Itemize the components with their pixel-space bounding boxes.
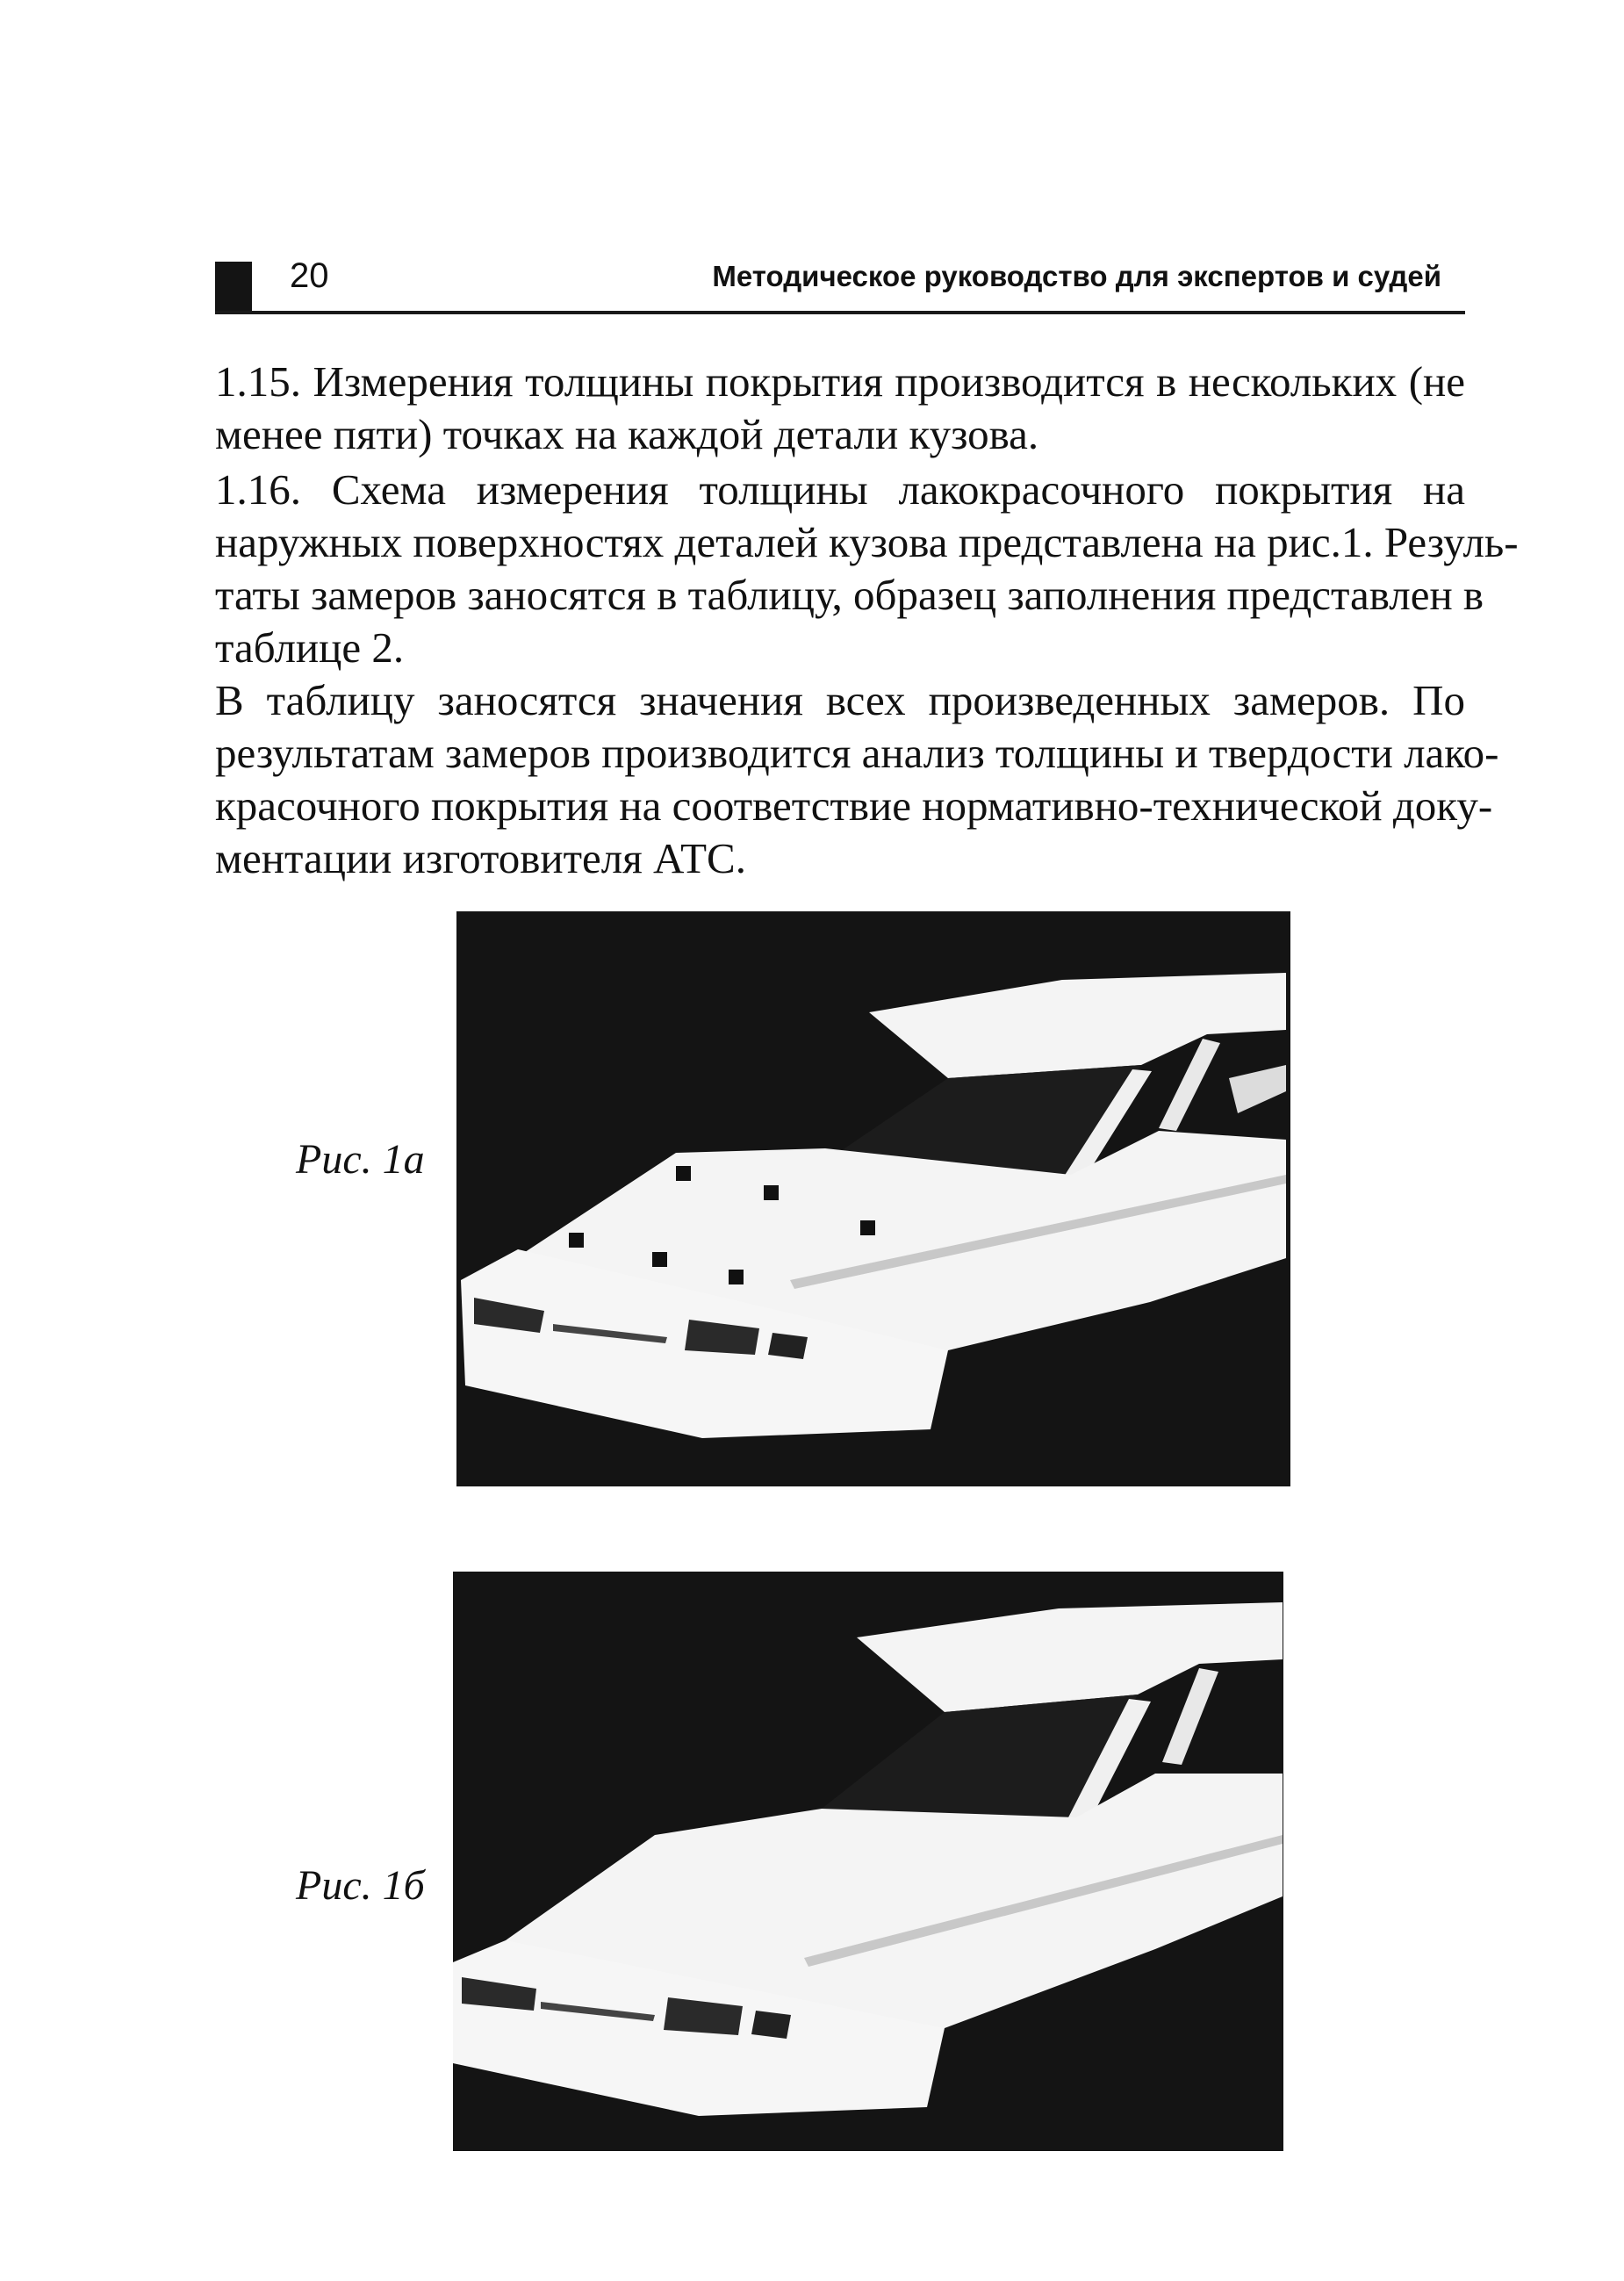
grille-dark <box>768 1333 808 1359</box>
text-line: таты замеров заносятся в таблицу, образец заполнения представлен в <box>215 571 1484 619</box>
text-line: ментации изготовителя АТС. <box>215 834 746 882</box>
paragraph-1-15 <box>215 356 1465 461</box>
figure-1a-car-photo <box>456 911 1290 1486</box>
measurement-point <box>676 1166 691 1181</box>
text-line: результатам замеров производится анализ толщины и твердости лако- <box>215 729 1499 777</box>
grille-dark <box>751 2011 791 2039</box>
paragraph-1-16 <box>215 464 1519 674</box>
text-line: менее пяти) точках на каждой детали кузова. <box>215 410 1039 458</box>
car-photo <box>453 1572 1283 2151</box>
text-line: 1.16. Схема измерения толщины лакокрасочного покрытия на <box>215 465 1465 514</box>
text-line: красочного покрытия на соответствие нормативно-технической доку- <box>215 781 1493 830</box>
measurement-point <box>652 1252 667 1267</box>
measurement-point <box>764 1185 779 1200</box>
figure-1a-label: Рис. 1а <box>296 1136 425 1183</box>
car-photo-with-measurement-points <box>456 911 1290 1486</box>
text-line: таблице 2. <box>215 623 405 672</box>
text-line: В таблицу заносятся значения всех произведенных замеров. По <box>215 676 1465 724</box>
measurement-point <box>569 1233 584 1248</box>
figure-1b-car-photo <box>453 1572 1283 2151</box>
header-mark <box>215 262 252 313</box>
page-number: 20 <box>290 256 329 295</box>
measurement-point <box>860 1220 875 1235</box>
figure-1b-label: Рис. 1б <box>296 1862 425 1909</box>
text-line: 1.15. Измерения толщины покрытия производится в нескольких (не <box>215 357 1465 406</box>
paragraph-table-note <box>215 674 1499 885</box>
running-title: Методическое руководство для экспертов и судей <box>712 260 1441 292</box>
header-rule <box>215 311 1465 314</box>
text-line: наружных поверхностях деталей кузова представлена на рис.1. Резуль- <box>215 518 1519 566</box>
measurement-point <box>729 1270 744 1284</box>
